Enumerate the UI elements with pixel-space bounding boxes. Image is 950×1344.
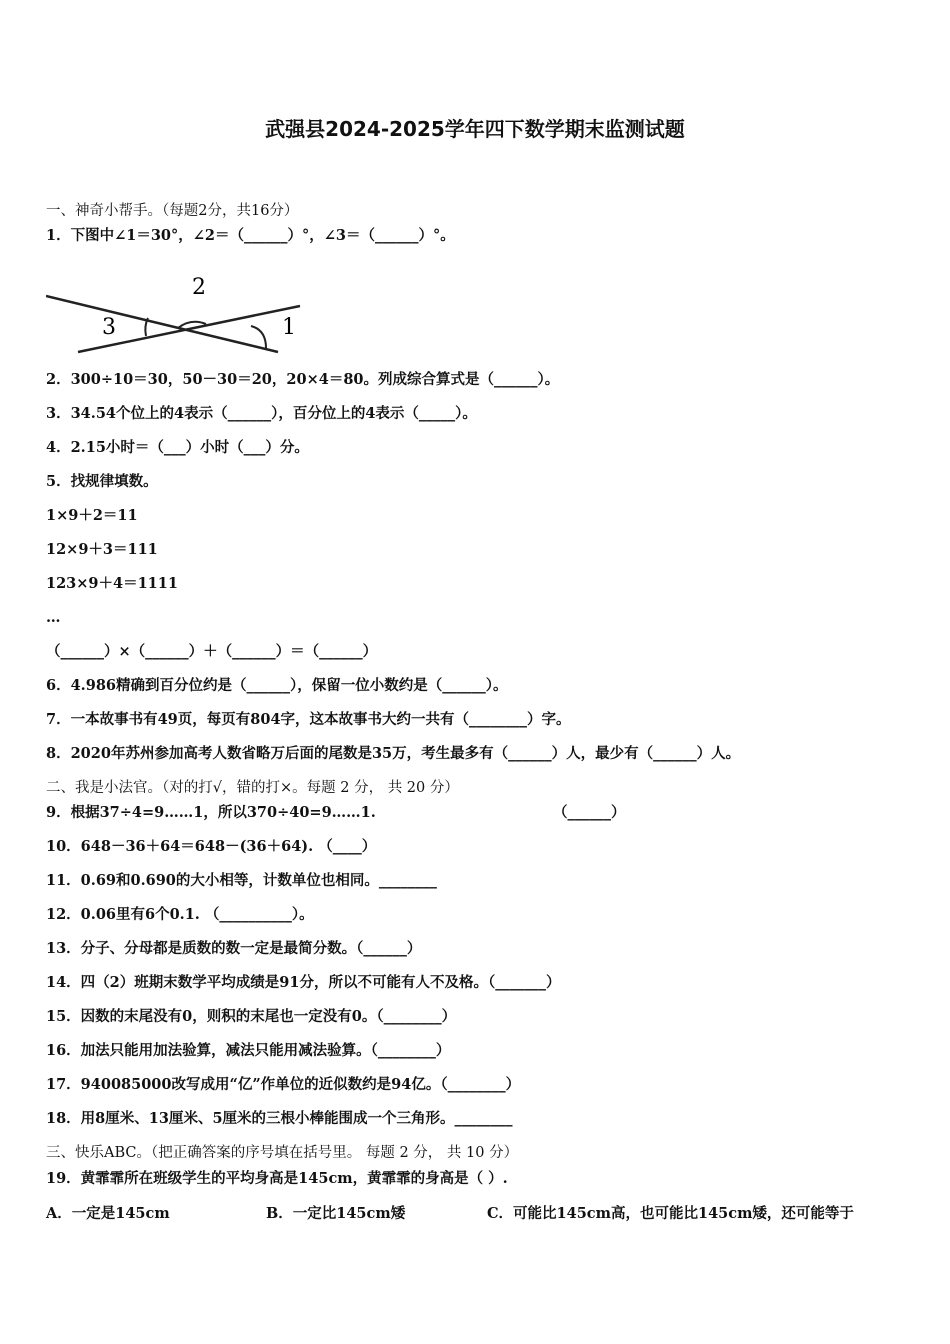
option-b: B．一定比145cm矮 <box>266 1205 406 1222</box>
pattern-blank: （______）×（______）＋（______）＝（______） <box>46 643 378 660</box>
question-17: 17．940085000改写成用“亿”作单位的近似数约是94亿。（________） <box>46 1076 521 1093</box>
page-title: 武强县2024-2025学年四下数学期末监测试题 <box>265 117 685 141</box>
question-15: 15．因数的末尾没有0，则积的末尾也一定没有0。（________） <box>46 1008 457 1025</box>
question-14: 14．四（2）班期末数学平均成绩是91分，所以不可能有人不及格。（_______） <box>46 974 561 991</box>
pattern-ellipsis: … <box>46 609 61 626</box>
question-6: 6．4.986精确到百分位约是（______），保留一位小数约是（______）。 <box>46 677 508 694</box>
option-a: A．一定是145cm <box>46 1205 170 1222</box>
question-18: 18．用8厘米、13厘米、5厘米的三根小棒能围成一个三角形。________ <box>46 1110 513 1127</box>
pattern-line-1: 1×9＋2＝11 <box>46 507 138 524</box>
question-3: 3．34.54个位上的4表示（______），百分位上的4表示（_____）。 <box>46 405 477 422</box>
question-9: 9．根据37÷4=9……1，所以370÷40=9……1. <box>46 804 376 821</box>
section-1-heading: 一、神奇小帮手。（每题2分，共16分） <box>46 203 299 219</box>
question-19: 19．黄霏霏所在班级学生的平均身高是145cm，黄霏霏的身高是（ ）. <box>46 1170 508 1187</box>
angle-label-3: 3 <box>102 315 116 340</box>
question-7: 7．一本故事书有49页，每页有804字，这本故事书大约一共有（________）字。 <box>46 711 571 728</box>
pattern-line-3: 123×9＋4＝1111 <box>46 575 178 592</box>
question-1: 1．下图中∠1＝30°，∠2＝（______）°，∠3＝（______）°。 <box>46 227 455 244</box>
question-16: 16．加法只能用加法验算，减法只能用减法验算。（________） <box>46 1042 451 1059</box>
question-9-blank: （______） <box>553 804 626 821</box>
question-10: 10．648－36＋64＝648－(36＋64). （____） <box>46 838 377 855</box>
question-11: 11．0.69和0.690的大小相等，计数单位也相同。________ <box>46 872 437 889</box>
question-12: 12．0.06里有6个0.1. （__________）。 <box>46 906 314 923</box>
pattern-line-2: 12×9＋3＝111 <box>46 541 158 558</box>
angle-label-2: 2 <box>192 275 206 300</box>
question-2: 2．300÷10＝30，50－30＝20，20×4＝80。列成综合算式是（______）。 <box>46 371 560 388</box>
angle-diagram <box>46 272 306 356</box>
section-2-heading: 二、我是小法官。（对的打√，错的打×。每题 2 分， 共 20 分） <box>46 780 459 796</box>
question-8: 8．2020年苏州参加高考人数省略万后面的尾数是35万，考生最多有（______）人，最少有（______）人。 <box>46 745 741 762</box>
angle-label-1: 1 <box>282 315 296 340</box>
question-5: 5．找规律填数。 <box>46 473 158 490</box>
question-13: 13．分子、分母都是质数的数一定是最简分数。（______） <box>46 940 422 957</box>
option-c: C．可能比145cm高，也可能比145cm矮，还可能等于 <box>487 1205 854 1222</box>
angle-1-arc <box>251 326 266 348</box>
line-a <box>46 296 278 352</box>
section-3-heading: 三、快乐ABC。（把正确答案的序号填在括号里。 每题 2 分， 共 10 分） <box>46 1145 519 1161</box>
question-4: 4．2.15小时＝（___）小时（___）分。 <box>46 439 309 456</box>
